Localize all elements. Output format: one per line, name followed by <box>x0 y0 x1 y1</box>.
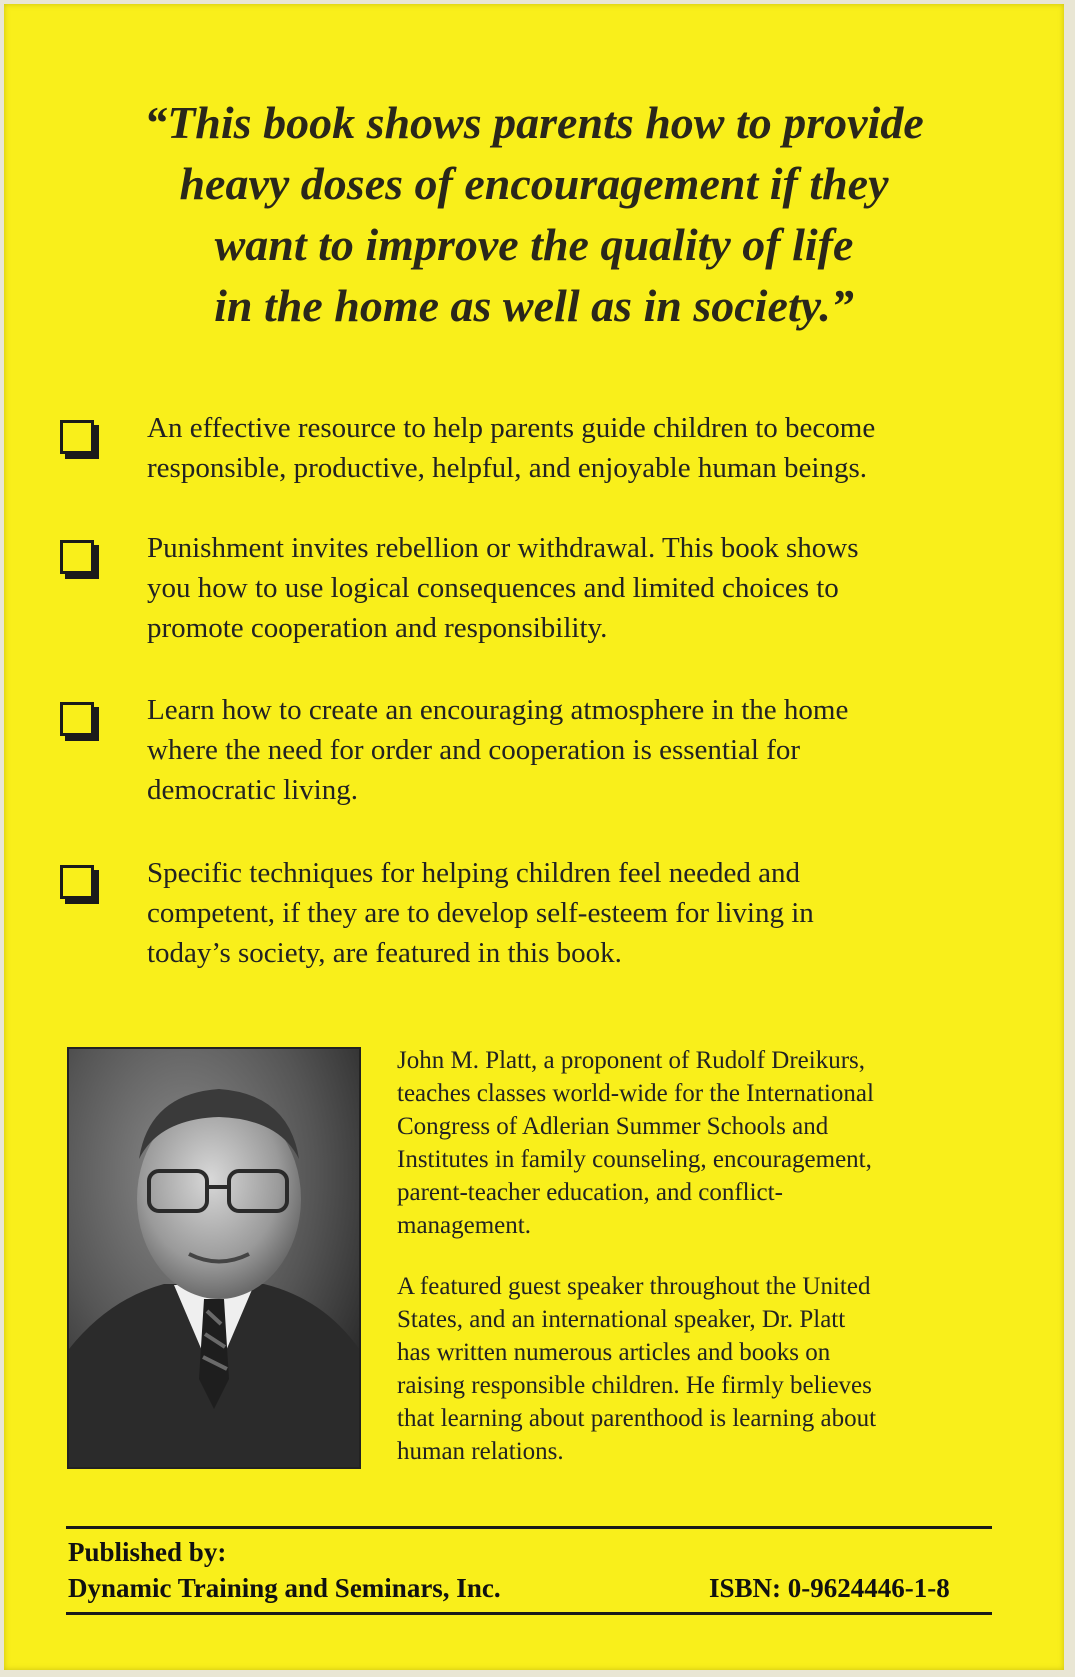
bullet-line: where the need for order and cooperation is essential for <box>147 734 801 766</box>
bio-line: Congress of Adlerian Summer Schools and <box>397 1113 829 1140</box>
back-cover <box>4 4 1064 1670</box>
quote-line: want to improve the quality of life <box>214 219 854 270</box>
bio-line: A featured guest speaker throughout the United <box>397 1273 871 1300</box>
publisher-name: Dynamic Training and Seminars, Inc. <box>68 1573 501 1603</box>
bio-line: parent-teacher education, and conflict- <box>397 1179 783 1206</box>
checkbox-icon <box>60 540 98 578</box>
quote-line: in the home as well as in society.” <box>214 280 854 331</box>
bullet-line: Punishment invites rebellion or withdrawal. This book shows <box>147 532 859 564</box>
bullet-line: today’s society, are featured in this book. <box>147 937 622 969</box>
bullet-line: competent, if they are to develop self-esteem for living in <box>147 897 814 929</box>
published-by-label: Published by: <box>68 1537 227 1567</box>
footer-top-rule <box>66 1526 992 1529</box>
author-photo <box>67 1047 361 1469</box>
bullet-line: promote cooperation and responsibility. <box>147 612 608 644</box>
bullet-line: responsible, productive, helpful, and enjoyable human beings. <box>147 452 867 484</box>
bullet-text <box>147 408 1027 488</box>
bio-line: States, and an international speaker, Dr. Platt <box>397 1306 846 1333</box>
bullet-line: Learn how to create an encouraging atmosphere in the home <box>147 694 849 726</box>
checkbox-icon <box>60 702 98 740</box>
footer-bottom-rule <box>66 1612 992 1615</box>
bio-line: teaches classes world-wide for the International <box>397 1080 874 1107</box>
checkbox-icon <box>60 420 98 458</box>
bullet-line: An effective resource to help parents guide children to become <box>147 412 876 444</box>
pull-quote <box>4 92 1064 336</box>
bio-line: management. <box>397 1212 531 1239</box>
bio-line: that learning about parenthood is learning about <box>397 1405 877 1432</box>
bio-line: human relations. <box>397 1438 564 1465</box>
quote-line: heavy doses of encouragement if they <box>179 158 889 209</box>
checkbox-icon <box>60 865 98 903</box>
bio-line: raising responsible children. He firmly believes <box>397 1372 872 1399</box>
bio-line: Institutes in family counseling, encouragement, <box>397 1146 872 1173</box>
bullet-text <box>147 528 1027 648</box>
bullet-line: Specific techniques for helping children feel needed and <box>147 857 801 889</box>
isbn: ISBN: 0-9624446-1-8 <box>709 1573 950 1603</box>
bullet-text <box>147 853 1027 973</box>
quote-line: “This book shows parents how to provide <box>144 97 924 148</box>
bullet-line: democratic living. <box>147 774 358 806</box>
bullet-text <box>147 690 1027 810</box>
author-bio-1 <box>397 1044 997 1242</box>
bio-line: has written numerous articles and books on <box>397 1339 831 1366</box>
bio-line: John M. Platt, a proponent of Rudolf Dreikurs, <box>397 1047 866 1074</box>
bullet-line: you how to use logical consequences and limited choices to <box>147 572 839 604</box>
author-bio-2 <box>397 1270 997 1468</box>
